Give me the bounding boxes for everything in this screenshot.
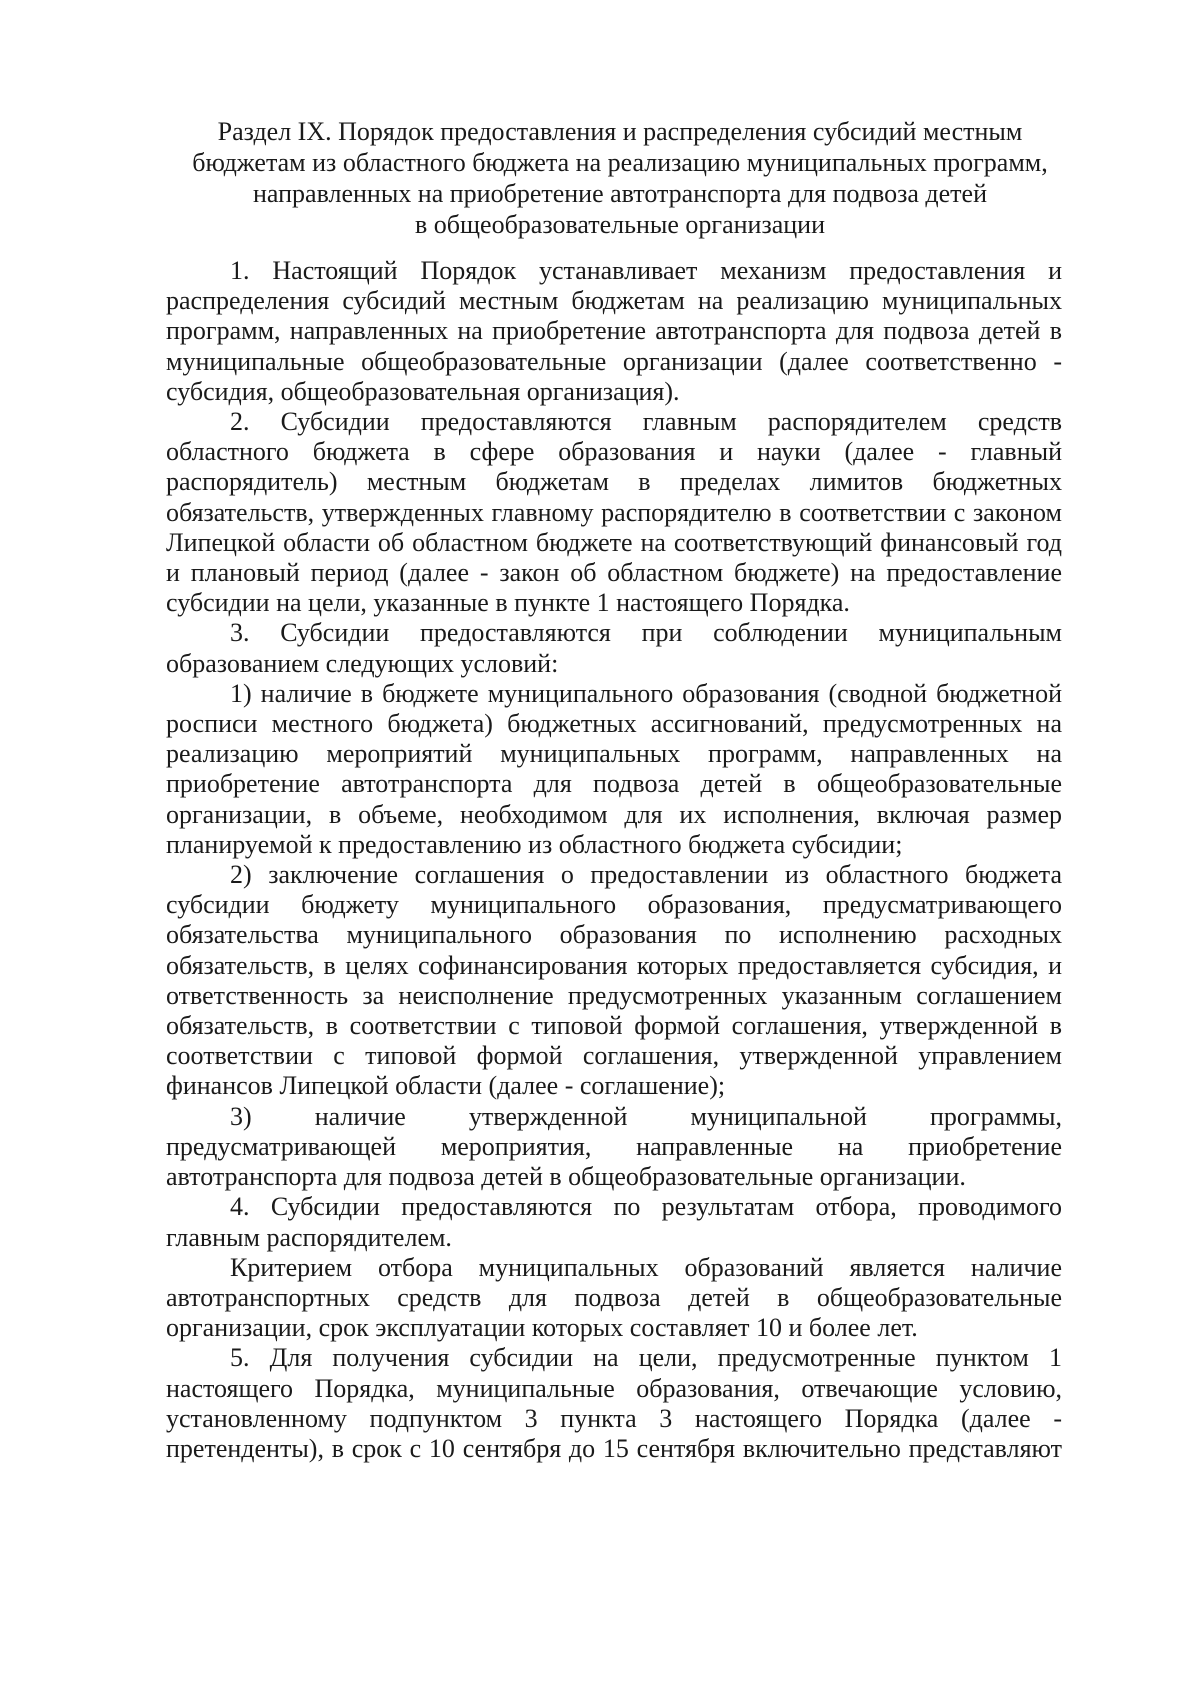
paragraph-subitem-3: 3) наличие утвержденной муниципальной программы, предусматривающей мероприятия, направленные на приобретение автотранспорта для подвоза детей в общеобразовательные организации. xyxy=(166,1101,1062,1192)
paragraph-subitem-2: 2) заключение соглашения о предоставлении из областного бюджета субсидии бюджету муниципального образования, предусматривающего обязательства муниципального образования по исполнению расходных обязательств, в целях софинансирования которых предоставляется субсидия, и ответственность за неисполнение предусмотренных указанным соглашением обязательств, в соответствии с типовой формой соглашения, утвержденной в соответствии с типовой формой соглашения, утвержденной управлением финансов Липецкой области (далее - соглашение); xyxy=(166,860,1062,1101)
section-title xyxy=(180,116,1060,240)
paragraph-selection-criterion: Критерием отбора муниципальных образований является наличие автотранспортных средств для подвоза детей в общеобразовательные организации, срок эксплуатации которых составляет 10 и более лет. xyxy=(166,1252,1062,1343)
paragraph-item-4: 4. Субсидии предоставляются по результатам отбора, проводимого главным распорядителем. xyxy=(166,1192,1062,1252)
title-line: направленных на приобретение автотранспорта для подвоза детей xyxy=(253,179,987,208)
title-line: Раздел IX. Порядок предоставления и распределения субсидий местным xyxy=(217,117,1023,146)
paragraph-item-1: 1. Настоящий Порядок устанавливает механизм предоставления и распределения субсидий местным бюджетам на реализацию муниципальных программ, направленных на приобретение автотранспорта для подвоза детей в муниципальные общеобразовательные организации (далее соответственно - субсидия, общеобразовательная организация). xyxy=(166,256,1062,406)
title-line: бюджетам из областного бюджета на реализацию муниципальных программ, xyxy=(192,148,1048,177)
paragraph-item-3: 3. Субсидии предоставляются при соблюдении муниципальным образованием следующих условий: xyxy=(166,618,1062,678)
paragraph-subitem-1: 1) наличие в бюджете муниципального образования (сводной бюджетной росписи местного бюджета) бюджетных ассигнований, предусмотренных на реализацию мероприятий муниципальных программ, направленных на приобретение автотранспорта для подвоза детей в общеобразовательные организации, в объеме, необходимом для их исполнения, включая размер планируемой к предоставлению из областного бюджета субсидии; xyxy=(166,678,1062,859)
paragraph-item-2: 2. Субсидии предоставляются главным распорядителем средств областного бюджета в сфере образования и науки (далее - главный распорядитель) местным бюджетам в пределах лимитов бюджетных обязательств, утвержденных главному распорядителю в соответствии с законом Липецкой области об областном бюджете на соответствующий финансовый год и плановый период (далее - закон об областном бюджете) на предоставление субсидии на цели, указанные в пункте 1 настоящего Порядка. xyxy=(166,407,1062,618)
paragraph-item-5: 5. Для получения субсидии на цели, предусмотренные пунктом 1 настоящего Порядка, муниципальные образования, отвечающие условию, установленному подпунктом 3 пункта 3 настоящего Порядка (далее - претенденты), в срок с 10 сентября до 15 сентября включительно представляют xyxy=(166,1343,1062,1463)
document-body xyxy=(166,256,1062,1464)
title-line: в общеобразовательные организации xyxy=(415,210,825,239)
